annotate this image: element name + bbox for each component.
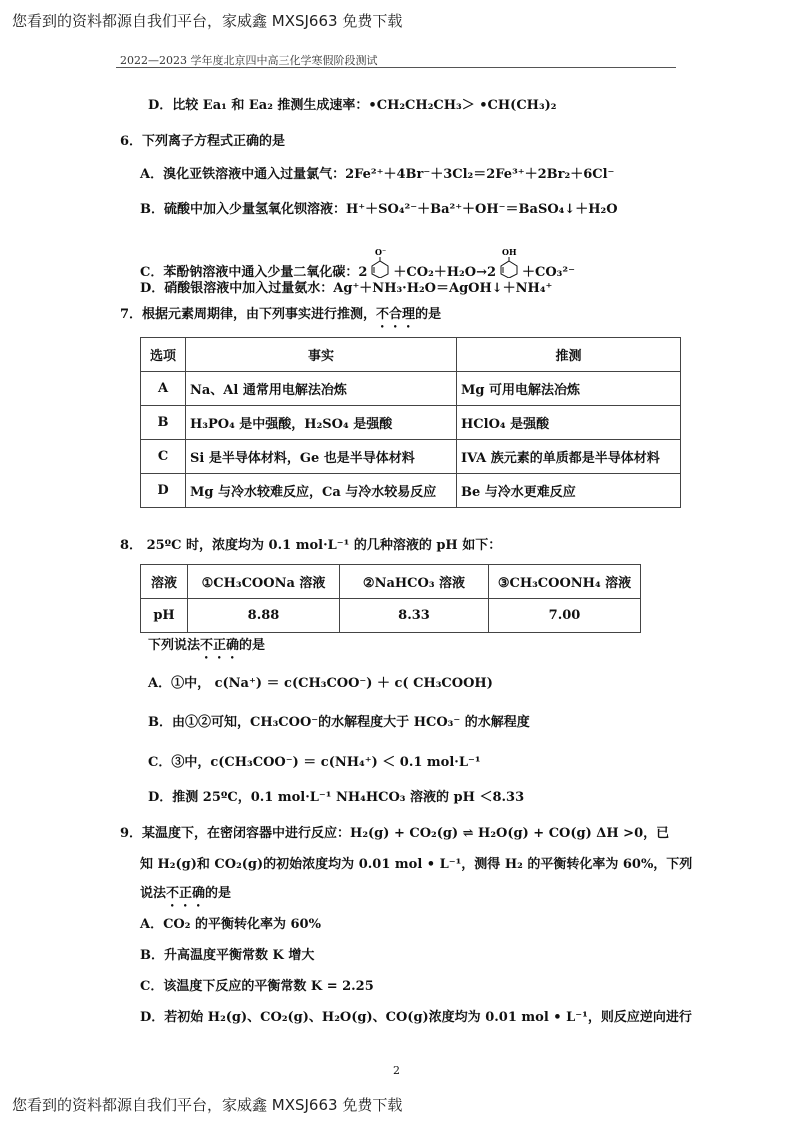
q8-header-cell: ③CH₃COONH₄ 溶液	[489, 565, 641, 599]
q8-cell: 7.00	[489, 599, 641, 633]
q7-cell: A	[141, 372, 186, 406]
q8-cell: pH	[141, 599, 188, 633]
q8-header-cell: ②NaHCO₃ 溶液	[340, 565, 489, 599]
q8-option-a: A．①中， c(Na⁺) ＝ c(CH₃COO⁻) ＋ c( CH₃COOH)	[148, 676, 493, 691]
phenol-label: OH	[502, 247, 517, 257]
phenoxide-structure	[367, 246, 393, 283]
q7-stem-c: 的是	[415, 307, 442, 322]
q9-option-d: D．若初始 H₂(g)、CO₂(g)、H₂O(g)、CO(g)浓度均为 0.01 mol • L⁻¹，则反应逆向进行	[140, 1010, 692, 1025]
q7-stem-a: 7．根据元素周期律，由下列事实进行推测，	[120, 307, 377, 322]
q6-c-suffix: ＋CO₃²⁻	[522, 265, 575, 280]
q7-stem	[120, 307, 441, 331]
q8-stem: 8． 25ºC 时，浓度均为 0.1 mol·L⁻¹ 的几种溶液的 pH 如下：	[120, 538, 502, 553]
q9-line3-a: 说法	[140, 886, 167, 901]
q9-line3-c: 的是	[205, 886, 232, 901]
phenol-structure	[496, 246, 522, 283]
table-row	[141, 599, 641, 633]
q5-option-d: D．比较 Ea₁ 和 Ea₂ 推测生成速率：•CH₂CH₂CH₃＞ •CH(CH₃)₂	[148, 98, 557, 113]
q7-header-cell: 选项	[141, 338, 186, 372]
q7-cell: IVA 族元素的单质都是半导体材料	[457, 440, 681, 474]
q8-substem-a: 下列说法	[148, 638, 201, 653]
q8-option-c: C．③中，c(CH₃COO⁻) ＝ c(NH₄⁺) ＜ 0.1 mol·L⁻¹	[148, 755, 481, 770]
watermark-bottom: 您看到的资料都源自我们平台，家威鑫 MXSJ663 免费下载	[12, 1096, 403, 1114]
q9-line3-emph: 不正确	[166, 886, 206, 901]
q7-cell: D	[141, 474, 186, 508]
q6-stem: 6．下列离子方程式正确的是	[120, 134, 286, 149]
q7-stem-emph: 不合理	[376, 307, 416, 322]
q7-header-cell: 推测	[457, 338, 681, 372]
q9-line-1: 9．某温度下，在密闭容器中进行反应：H₂(g) + CO₂(g) ⇌ H₂O(g) + CO(g) ΔH >0，已	[120, 826, 670, 841]
q9-option-a: A．CO₂ 的平衡转化率为 60%	[140, 917, 321, 932]
q6-option-b: B．硫酸中加入少量氢氧化钡溶液：H⁺＋SO₄²⁻＋Ba²⁺＋OH⁻＝BaSO₄↓＋H₂O	[140, 202, 618, 217]
q7-cell: C	[141, 440, 186, 474]
table-row	[141, 474, 681, 508]
phenoxide-label: O⁻	[375, 247, 387, 257]
q7-cell: H₃PO₄ 是中强酸，H₂SO₄ 是强酸	[186, 406, 457, 440]
page-number: 2	[393, 1064, 400, 1077]
q8-table	[140, 564, 641, 633]
q8-cell: 8.33	[340, 599, 489, 633]
q6-option-d: D．硝酸银溶液中加入过量氨水：Ag⁺＋NH₃·H₂O＝AgOH↓＋NH₄⁺	[140, 281, 553, 296]
table-row	[141, 406, 681, 440]
q8-option-b: B．由①②可知，CH₃COO⁻的水解程度大于 HCO₃⁻ 的水解程度	[148, 715, 530, 730]
q8-header-cell: 溶液	[141, 565, 188, 599]
q9-line-2: 知 H₂(g)和 CO₂(g)的初始浓度均为 0.01 mol • L⁻¹，测得 H₂ 的平衡转化率为 60%，下列	[140, 857, 693, 872]
q7-cell: Be 与冷水更难反应	[457, 474, 681, 508]
header-rule	[116, 67, 676, 68]
q8-substem-emph: 不正确	[200, 638, 240, 653]
q8-cell: 8.88	[188, 599, 340, 633]
q8-substem-c: 的是	[239, 638, 266, 653]
q7-cell: HClO₄ 是强酸	[457, 406, 681, 440]
q7-cell: Si 是半导体材料，Ge 也是半导体材料	[186, 440, 457, 474]
q7-table	[140, 337, 681, 508]
watermark-top: 您看到的资料都源自我们平台，家威鑫 MXSJ663 免费下载	[12, 12, 403, 30]
q9-option-b: B．升高温度平衡常数 K 增大	[140, 948, 315, 963]
q7-cell: Na、Al 通常用电解法冶炼	[186, 372, 457, 406]
table-header-row	[141, 565, 641, 599]
q9-option-c: C．该温度下反应的平衡常数 K = 2.25	[140, 979, 374, 994]
q7-header-cell: 事实	[186, 338, 457, 372]
table-row	[141, 372, 681, 406]
q8-substem	[148, 638, 265, 662]
q6-c-prefix: C．苯酚钠溶液中通入少量二氧化碳：2	[140, 265, 368, 280]
q7-cell: Mg 可用电解法冶炼	[457, 372, 681, 406]
exam-header: 2022—2023 学年度北京四中高三化学寒假阶段测试	[120, 54, 378, 67]
table-header-row	[141, 338, 681, 372]
q8-header-cell: ①CH₃COONa 溶液	[188, 565, 340, 599]
q7-cell: B	[141, 406, 186, 440]
table-row	[141, 440, 681, 474]
q7-cell: Mg 与冷水较难反应，Ca 与冷水较易反应	[186, 474, 457, 508]
q6-c-mid: ＋CO₂＋H₂O→2	[393, 265, 497, 280]
q9-line-3	[140, 886, 231, 910]
q8-option-d: D．推测 25ºC，0.1 mol·L⁻¹ NH₄HCO₃ 溶液的 pH ＜8.33	[148, 790, 525, 805]
q6-option-a: A．溴化亚铁溶液中通入过量氯气：2Fe²⁺＋4Br⁻＋3Cl₂＝2Fe³⁺＋2Br₂＋6Cl⁻	[140, 167, 615, 182]
